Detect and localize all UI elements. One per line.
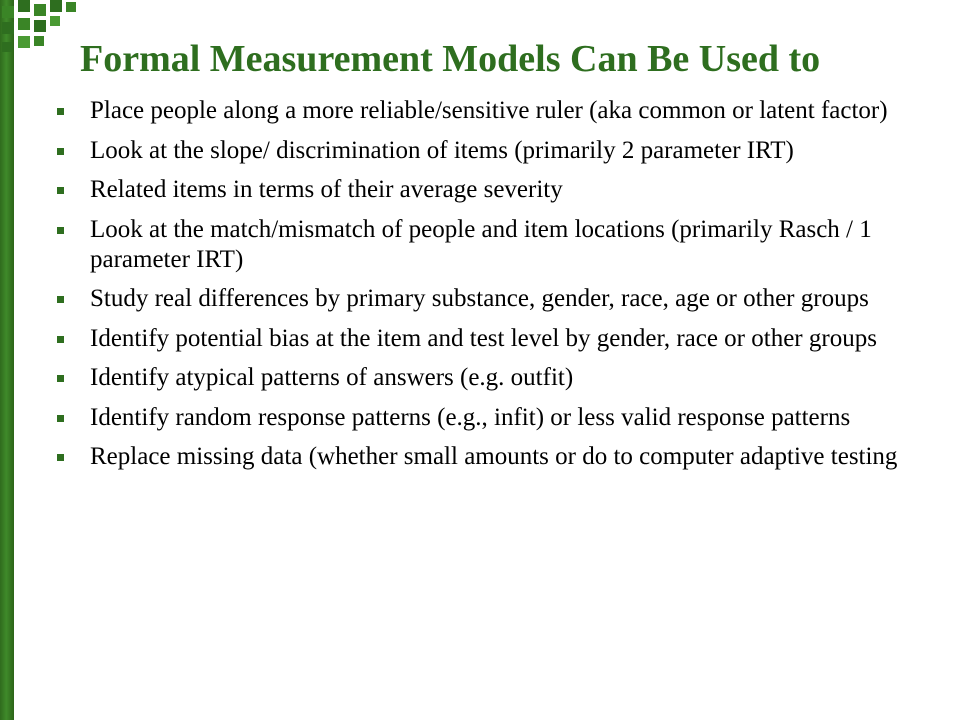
bullet-item: [54, 96, 934, 126]
bullet-item: [54, 136, 934, 166]
bullet-text: Look at the slope/ discrimination of items (primarily 2 parameter IRT): [90, 136, 794, 164]
bullet-item: [54, 324, 934, 354]
bullet-square-icon: [57, 375, 64, 382]
bullet-text: Related items in terms of their average severity: [90, 176, 563, 203]
bullet-text: Study real differences by primary substance, gender, race, age or other groups: [90, 285, 869, 312]
bullet-square-icon: [57, 296, 64, 303]
bullet-square-icon: [57, 336, 64, 343]
bullet-square-icon: [57, 108, 64, 115]
bullet-square-icon: [57, 187, 64, 194]
bullet-square-icon: [57, 415, 64, 422]
bullet-item: [54, 442, 934, 472]
bullet-square-icon: [57, 454, 64, 461]
green-checkmark-squares-icon: [0, 0, 80, 80]
bullet-text: Identify random response patterns (e.g., infit) or less valid response patterns: [90, 403, 851, 431]
bullet-item: [54, 175, 934, 205]
left-green-band: [0, 0, 14, 720]
bullet-list: [54, 96, 934, 482]
bullet-item: [54, 403, 934, 433]
bullet-text: Place people along a more reliable/sensitive ruler (aka common or latent factor): [90, 97, 888, 124]
bullet-square-icon: [57, 148, 64, 155]
slide-title: Formal Measurement Models Can Be Used to: [80, 38, 821, 80]
bullet-item: [54, 363, 934, 393]
bullet-text: Identify atypical patterns of answers (e.g. outfit): [90, 364, 574, 391]
bullet-item: [54, 284, 934, 314]
bullet-item: [54, 215, 934, 275]
bullet-text: Identify potential bias at the item and test level by gender, race or other groups: [90, 324, 877, 352]
bullet-text: Replace missing data (whether small amounts or do to computer adaptive testing: [90, 443, 898, 470]
bullet-square-icon: [57, 227, 64, 234]
bullet-text: Look at the match/mismatch of people and item locations (primarily Rasch / 1 parameter IRT): [90, 215, 872, 273]
